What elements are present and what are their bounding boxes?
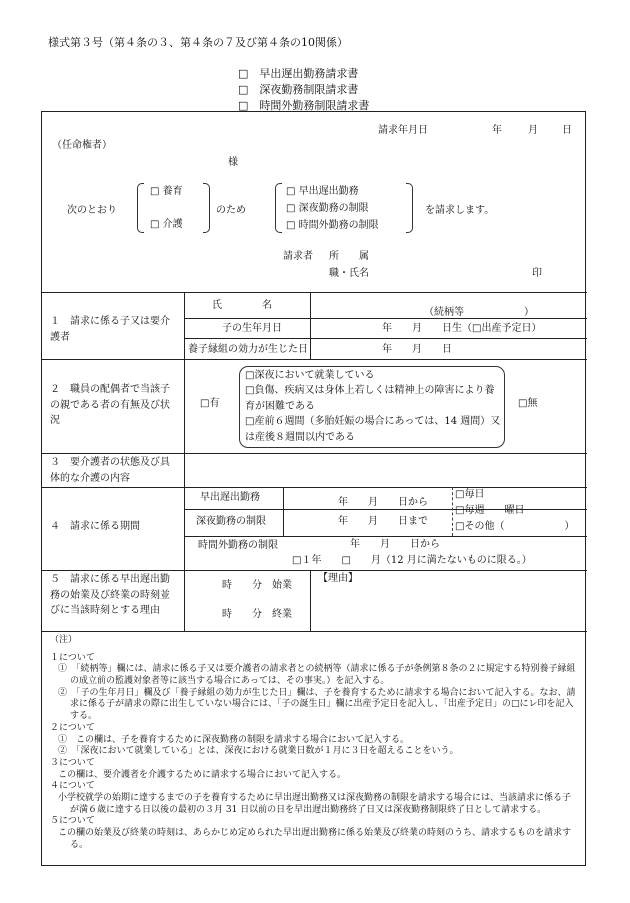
option-nursing-care[interactable]: □ 介護 — [150, 219, 183, 230]
sec4-ot-period[interactable]: □１年 □ 月（12 月に満たないものに限る。） — [292, 555, 532, 566]
option-early-late[interactable]: □ 早出遅出勤務 — [286, 186, 359, 197]
sec1-birth-label: 子の生年月日 — [222, 323, 282, 334]
option-childcare[interactable]: □ 養育 — [150, 186, 183, 197]
sec3-title: ３ 要介護者の状態及び具体的な介護の内容 — [50, 457, 170, 484]
notes-header: （注） — [50, 635, 78, 645]
sec4-overtime: 時間外勤務の制限 — [198, 540, 278, 551]
requester-name-label: 職・氏名 — [329, 268, 369, 279]
right-brace-close — [406, 183, 413, 233]
sec4-ot-from[interactable]: 年 月 日から — [350, 539, 440, 550]
sec2-cond-night[interactable]: □深夜において就業している — [245, 370, 375, 381]
request-date-month: 月 — [528, 125, 538, 136]
title-early-late: □ 早出遅出勤務請求書 — [238, 67, 359, 80]
sec4-to[interactable]: 年 月 日まで — [338, 516, 428, 527]
sec1-birth-value[interactable]: 年 月 日生（□出産予定日） — [382, 323, 542, 334]
requester-dept-label: 所 属 — [329, 251, 369, 262]
sentence-tail: を請求します。 — [425, 205, 495, 216]
sec5-start[interactable]: 時 分 始業 — [222, 580, 292, 591]
sec3-value[interactable] — [190, 456, 580, 484]
note-4-1: 小学校就学の始期に達するまでの子を養育するために早出遅出勤務又は深夜勤務の制限を請求する場合には、当該請求に係る子が満６歳に達する日以後の最初の３月 31 日以前の日を早出遅出勤務終了日又は深夜勤務制限終了日として請求する。 — [58, 792, 572, 815]
notes-block — [50, 635, 578, 851]
sec4-title: ４ 請求に係る期間 — [50, 521, 140, 532]
sec4-freq-daily[interactable]: □毎日 — [455, 489, 485, 500]
sec4-from[interactable]: 年 月 日から — [338, 497, 428, 508]
sec1-name-label: 氏 名 — [212, 300, 272, 311]
note-1-heading: １について — [50, 652, 95, 663]
sentence-lead: 次のとおり — [67, 205, 117, 216]
sec4-early-late: 早出遅出勤務 — [200, 492, 260, 503]
left-brace-close — [203, 183, 210, 233]
sec5-reason: 【理由】 — [318, 573, 358, 584]
sec1-adopt-label: 養子縁組の効力が生じた日 — [188, 344, 308, 355]
sec2-cond-illness[interactable]: □負傷、疾病又は身体上若しくは精神上の障害により養育が困難である — [245, 385, 495, 412]
sec2-no[interactable]: □無 — [518, 398, 538, 409]
note-4-heading: ４について — [50, 781, 95, 792]
note-5-1: この欄の始業及び終業の時刻は、あらかじめ定められた早出遅出勤務に係る始業及び終業の時刻のうち、請求するものを請求する。 — [58, 828, 572, 850]
sec5-end[interactable]: 時 分 終業 — [222, 609, 292, 620]
sec1-relation[interactable]: （続柄等 ） — [424, 307, 534, 318]
option-overtime-limit[interactable]: □ 時間外勤務の制限 — [286, 220, 379, 231]
sec4-night: 深夜勤務の制限 — [196, 516, 266, 527]
left-brace — [137, 183, 144, 233]
note-3-heading: ３について — [50, 757, 95, 768]
sec2-cond-childbirth[interactable]: □産前６週間（多胎妊娠の場合にあっては、14 週間）又は産後８週間以内である — [245, 416, 501, 443]
note-3-1: この欄は、要介護者を介護するために請求する場合において記入する。 — [58, 769, 347, 780]
note-2-heading: ２について — [50, 722, 95, 733]
right-brace — [275, 183, 282, 233]
sec2-title: ２ 職員の配偶者で当該子の親である者の有無及び状況 — [50, 384, 170, 426]
option-night-limit[interactable]: □ 深夜勤務の制限 — [286, 203, 369, 214]
sentence-mid: のため — [216, 205, 246, 216]
sec4-freq-weekly[interactable]: □毎週 曜日 — [455, 505, 525, 516]
request-date-label: 請求年月日 — [378, 125, 428, 136]
note-1-1: ① 「続柄等」欄には、請求に係る子又は要介護者の請求者との続柄等（請求に係る子が条例第８条の２に規定する特別養子縁組の成立前の監護対象者等に該当する場合にあっては、その事実。）を記入する。 — [58, 664, 576, 687]
note-2-1: ① この欄は、子を養育するために深夜勤務の制限を請求する場合において記入する。 — [58, 734, 410, 745]
note-5-heading: ５について — [50, 816, 95, 827]
seal-mark: 印 — [532, 268, 542, 279]
sec5-title: ５ 請求に係る早出遅出勤務の始業及び終業の時刻並びに当該時刻とする理由 — [50, 574, 170, 616]
sec1-adopt-value[interactable]: 年 月 日 — [382, 344, 452, 355]
note-1-2: ② 「子の生年月日」欄及び「養子縁組の効力が生じた日」欄は、子を養育するために請求する場合において記入する。なお、請求に係る子が請求の際に出生していない場合には、「子の誕生日」欄に出産予定日を記入し、「出産予定日」の□にレ印を記入する。 — [58, 687, 576, 722]
sec4-freq-other[interactable]: □その他（ ） — [455, 521, 575, 532]
title-night: □ 深夜勤務制限請求書 — [238, 83, 359, 96]
sec1-title: １ 請求に係る子又は要介護者 — [50, 316, 170, 343]
form-id: 様式第３号（第４条の３、第４条の７及び第４条の10関係） — [48, 36, 348, 49]
note-2-2: ② 「深夜において就業している」とは、深夜における就業日数が１月に３日を超えることをいう。 — [58, 746, 459, 757]
sec2-yes[interactable]: □有 — [200, 398, 220, 409]
title-overtime: □ 時間外勤務制限請求書 — [238, 99, 370, 112]
request-date-year: 年 — [492, 125, 502, 136]
appointer-honorific: 様 — [228, 157, 238, 168]
request-date-day: 日 — [562, 125, 572, 136]
appointer-label: （任命権者） — [52, 140, 112, 151]
requester-label: 請求者 — [283, 251, 313, 262]
request-form — [41, 111, 586, 866]
